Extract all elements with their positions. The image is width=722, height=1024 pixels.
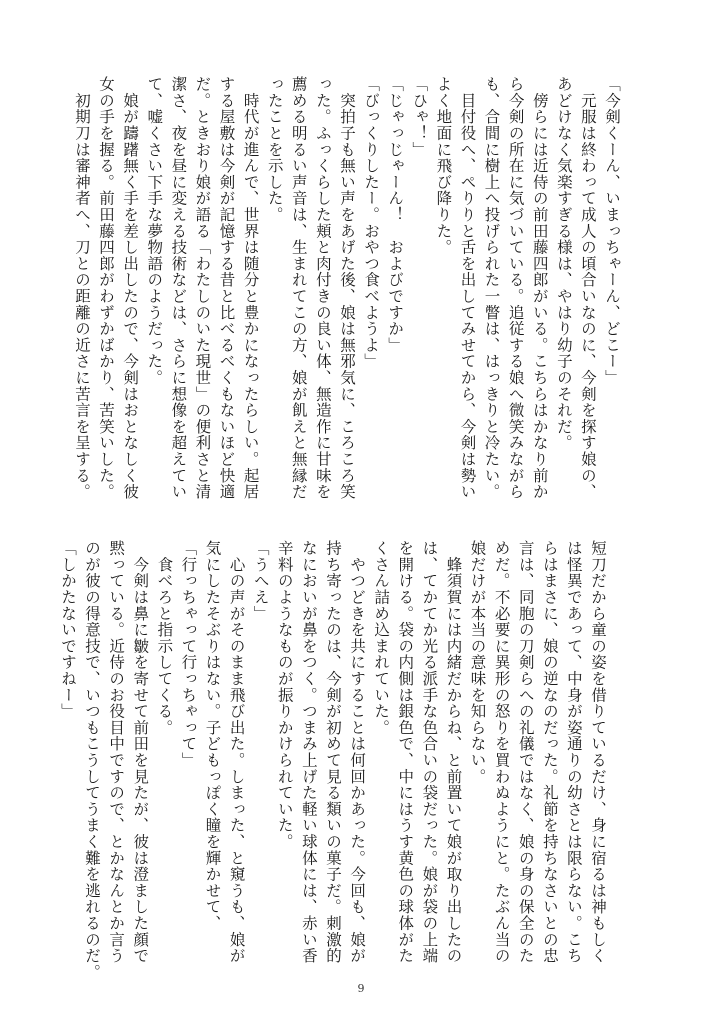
text-column: 言は、同胞の刀剣らへの礼儀ではなく、娘の身の保全のた [516, 540, 535, 964]
text-column: だ。ときおり娘が語る「わたしのいた現世」の便利さと清 [193, 76, 212, 500]
text-column: 傍らには近侍の前田藤四郎がいる。こちらはかなり前か [530, 76, 549, 500]
text-column: 「しかたないですねー」 [58, 540, 77, 720]
text-column: やつどきを共にすることは何回かあった。今回も、娘が [348, 540, 367, 964]
text-column: 食べろと指示してくる。 [155, 540, 174, 736]
text-column: くさん詰め込まれていた。 [372, 540, 391, 736]
text-column: あどけなく気楽すぎる様は、やはり幼子のそれだ。 [554, 76, 573, 451]
text-column: 蜂須賀には内緒だからね、と前置いて娘が取り出したの [444, 540, 463, 964]
text-column: 「うへえ」 [251, 540, 270, 622]
text-column: らはまさに、娘の逆なのだった。礼節を持ちなさいとの忠 [540, 540, 559, 964]
text-column: する屋敷は今剣が記憶する昔と比べるべくもないほど快適 [217, 76, 236, 500]
text-column: 辛料のようなものが振りかけられていた。 [275, 540, 294, 850]
text-block-top [70, 76, 624, 516]
text-column: ら今剣の所在に気づいている。追従する娘へ微笑みながら [506, 76, 525, 500]
text-column: なにおいが鼻をつく。つまみ上げた軽い球体には、赤い香 [299, 540, 318, 964]
text-column: 目付役へ、ぺりりと舌を出してみせてから、今剣は勢い [458, 76, 477, 500]
text-column: 持ち寄ったのは、今剣が初めて見る類いの菓子だ。刺激的 [323, 540, 342, 964]
text-column: 短刀だから童の姿を借りているだけ、身に宿るは神もしく [589, 540, 607, 964]
text-column: 初期刀は審神者へ、刀との距離の近さに苦言を呈する。 [72, 76, 91, 500]
text-column: 元服は終わって成人の頃合いなのに、今剣を探す娘の、 [578, 76, 597, 500]
text-column: った。ふっくらした頬と肉付きの良い体、無造作に甘味を [313, 76, 332, 500]
text-column: 「行っちゃって行っちゃって」 [179, 540, 198, 769]
text-column: 気にしたそぶりはない。子どもっぽく瞳を輝かせて、 [203, 540, 222, 932]
text-column: ったことを示した。 [265, 76, 284, 223]
text-column: 薦める明るい声音は、生まれてこの方、娘が飢えと無縁だ [289, 76, 308, 500]
text-column: は、てかてか光る派手な色合いの袋だった。娘が袋の上端 [420, 540, 439, 964]
text-column: のが彼の得意技で、いつもこうしてうまく難を逃れるのだ。 [83, 540, 102, 981]
text-column: 「ひゃ！」 [410, 76, 429, 158]
text-column: よく地面に飛び降りた。 [434, 76, 453, 256]
text-column: 娘が躊躇無く手を差し出したので、今剣はおとなしく彼 [121, 76, 140, 500]
text-column: めだ。不必要に異形の怒りを買わぬようにと。たぶん当の [492, 540, 511, 964]
text-column: 突拍子も無い声をあげた後、娘は無邪気に、ころころ笑 [337, 76, 356, 500]
text-column: 娘だけが本当の意味を知らない。 [468, 540, 487, 785]
text-column: は怪異であって、中身が姿通りの幼さとは限らない。こち [564, 540, 583, 964]
text-column: て、嘘くさい下手な夢物語のようだった。 [145, 76, 164, 386]
text-block-bottom [56, 540, 610, 980]
text-column: 「今剣くーん、いまっちゃーん、どこー」 [603, 76, 621, 386]
text-column: も、合間に樹上へ投げられた一瞥は、はっきりと冷たい。 [482, 76, 501, 500]
text-column: 時代が進んで、世界は随分と豊かになったらしい。起居 [241, 76, 260, 500]
page-number: 9 [357, 982, 365, 995]
text-column: 「びっくりしたー。おやつ食べようよ」 [362, 76, 381, 370]
text-column: 黙っている。近侍のお役目中ですので、とかなんとか言う [107, 540, 126, 964]
text-column: 心の声がそのまま飛び出た。しまった、と窺うも、娘が [227, 540, 246, 964]
text-column: 潔さ、夜を昼に変える技術などは、さらに想像を超えてい [169, 76, 188, 500]
text-column: を開ける。袋の内側は銀色で、中にはうす黄色の球体がた [396, 540, 415, 964]
text-column: 「じゃっじゃーん！ およびですか」 [386, 76, 405, 354]
text-column: 今剣は鼻に皺を寄せて前田を見たが、彼は澄ました顔で [131, 540, 150, 964]
text-column: 女の手を握る。前田藤四郎がわずかばかり、苦笑いした。 [97, 76, 116, 500]
